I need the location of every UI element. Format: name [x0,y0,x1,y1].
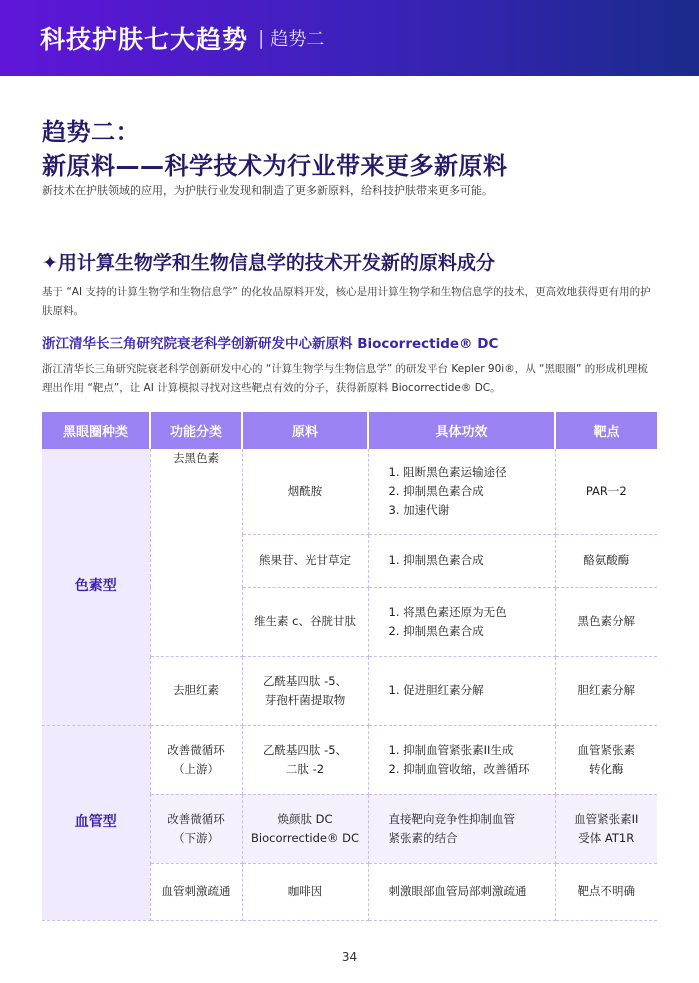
material-cell: 维生素 c、谷胱甘肽 [242,587,368,656]
function-cell: 去黑色素 [150,449,242,656]
material-cell: 咖啡因 [242,863,368,920]
header-material: 原料 [242,412,368,449]
trend-heading: 趋势二： [42,118,140,146]
trend-intro: 新技术在护肤领域的应用，为护肤行业发现和制造了更多新原料，给科技护肤带来更多可能。 [42,184,493,197]
target-cell: PAR一2 [555,449,657,534]
effect-cell: 1. 将黑色素还原为无色 2. 抑制黑色素合成 [368,587,555,656]
target-cell: 黑色素分解 [555,587,657,656]
material-cell: 焕颜肽 DC Biocorrectide® DC [242,794,368,863]
material-cell: 熊果苷、光甘草定 [242,534,368,587]
header-function: 功能分类 [150,412,242,449]
table-row [42,449,657,534]
header-type: 黑眼圈种类 [42,412,150,449]
header-effect: 具体功效 [368,412,555,449]
table-row [42,725,657,794]
trend-title: 新原料——科学技术为行业带来更多新原料 [42,152,508,180]
type-vascular: 血管型 [42,725,150,920]
dark-circle-table [42,412,657,921]
function-cell: 血管刺激疏通 [150,863,242,920]
target-cell: 靶点不明确 [555,863,657,920]
target-cell: 血管紧张素 转化酶 [555,725,657,794]
effect-cell: 刺激眼部血管局部刺激疏通 [368,863,555,920]
function-cell: 改善微循环 （上游） [150,725,242,794]
function-cell: 去胆红素 [150,656,242,725]
table-header-row [42,412,657,449]
section-paragraph: 基于 “AI 支持的计算生物学和生物信息学” 的化妆品原料开发，核心是用计算生物学和生物信息学的技术，更高效地获得更有用的护肤原料。 [42,286,651,317]
target-cell: 血管紧张素II 受体 AT1R [555,794,657,863]
effect-cell: 1. 促进胆红素分解 [368,656,555,725]
target-cell: 酪氨酸酶 [555,534,657,587]
effect-cell: 1. 抑制黑色素合成 [368,534,555,587]
target-cell: 胆红素分解 [555,656,657,725]
banner-subtitle: 趋势二 [270,29,325,50]
case-title: 浙江清华长三角研究院衰老科学创新研发中心新原料 Biocorrectide® DC [42,336,499,352]
material-cell: 乙酰基四肽 -5、 二肽 -2 [242,725,368,794]
banner-title: 科技护肤七大趋势 [40,25,249,54]
effect-cell: 1. 抑制血管紧张素II生成 2. 抑制血管收缩，改善循环 [368,725,555,794]
material-cell: 乙酰基四肽 -5、 芽孢杆菌提取物 [242,656,368,725]
page-banner [0,0,699,76]
effect-cell: 1. 阻断黑色素运输途径 2. 抑制黑色素合成 3. 加速代谢 [368,449,555,534]
header-target: 靶点 [555,412,657,449]
banner-separator: | [258,27,265,49]
case-paragraph: 浙江清华长三角研究院衰老科学创新研发中心的 “计算生物学与生物信息学” 的研发平台 Kepler 90i®，从 “黑眼圈” 的形成机理梳理出作用 “靶点”，让 AI 计算模拟寻找对这些靶点有效的分子，获得新原料 Biocorrectide® DC。 [42,363,648,394]
page-number: 34 [341,950,358,964]
function-cell: 改善微循环 （下游） [150,794,242,863]
type-pigment: 色素型 [42,449,150,725]
material-cell: 烟酰胺 [242,449,368,534]
effect-cell: 直接靶向竞争性抑制血管 紧张素的结合 [368,794,555,863]
section-title: ✦用计算生物学和生物信息学的技术开发新的原料成分 [42,252,495,274]
